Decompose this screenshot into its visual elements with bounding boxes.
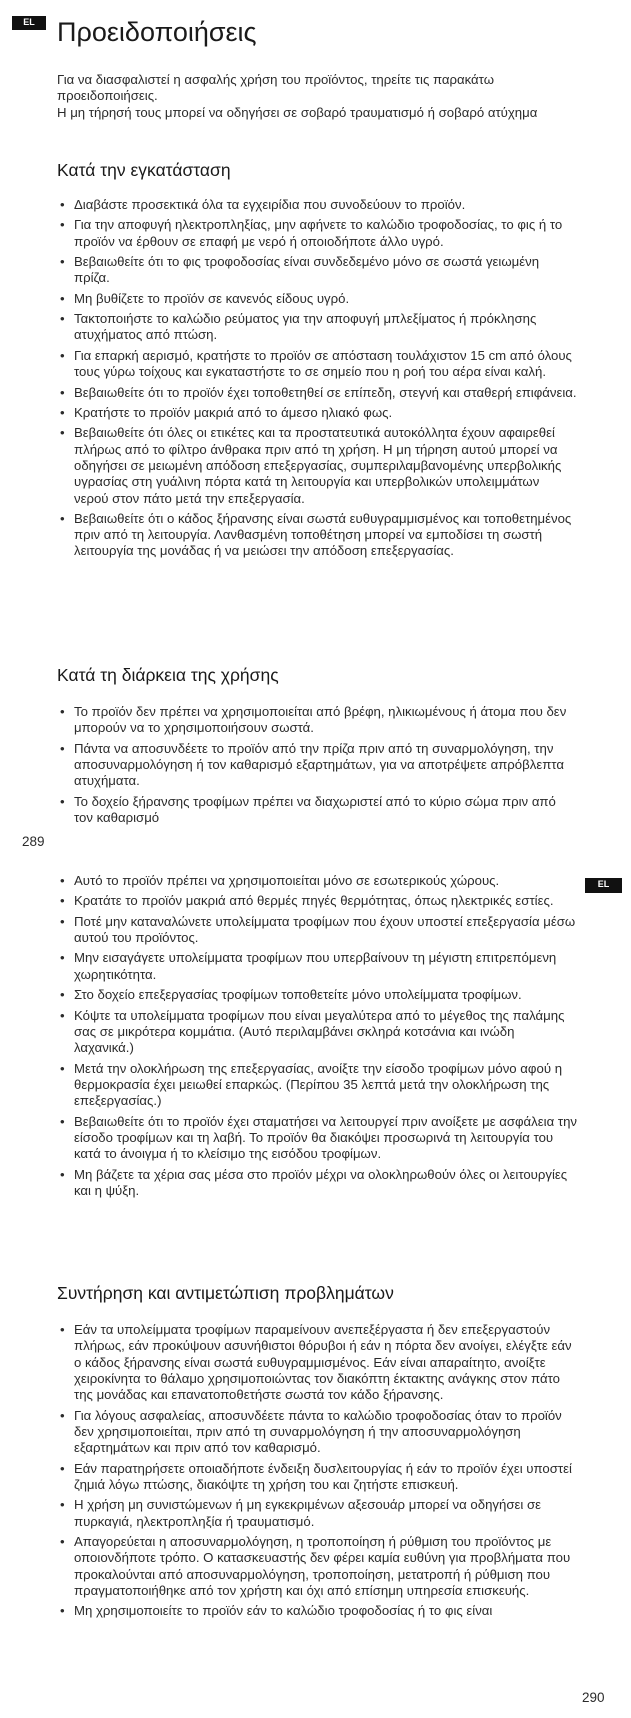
list-item: • Βεβαιωθείτε ότι το προϊόν έχει τοποθετηθεί σε επίπεδη, στεγνή και σταθερή επιφάνεια. <box>57 385 577 401</box>
section-heading-installation: Κατά την εγκατάσταση <box>57 160 231 180</box>
list-item: • Τακτοποιήστε το καλώδιο ρεύματος για την αποφυγή μπλεξίματος ή πρόκλησης ατυχήματος από πτώση. <box>57 311 577 344</box>
intro-paragraph: Για να διασφαλιστεί η ασφαλής χρήση του προϊόντος, τηρείτε τις παρακάτω προειδοποιήσεις. Η μη τήρησή τους μπορεί να οδηγήσει σε σοβαρό τραυματισμό ή σοβαρό ατύχημα <box>57 72 538 120</box>
list-item: • Βεβαιωθείτε ότι το προϊόν έχει σταματήσει να λειτουργεί πριν ανοίξετε με ασφάλεια την είσοδο τροφίμων και τη λαβή. Το προϊόν θα διακόψει προσωρινά τη λειτουργία του κατά το άνοιγμα ή το κλείσιμο της εισόδου τροφίμων. <box>57 1114 577 1163</box>
usage-warnings-list <box>57 704 577 830</box>
list-item: • Ποτέ μην καταναλώνετε υπολείμματα τροφίμων που έχουν υποστεί επεξεργασία μέσω αυτού του προϊόντος. <box>57 914 577 947</box>
list-item: • Κόψτε τα υπολείμματα τροφίμων που είναι μεγαλύτερα από το μέγεθος της παλάμης σας σε μικρότερα κομμάτια. (Αυτό περιλαμβάνει σκληρά κοτσάνια και ινώδη λαχανικά.) <box>57 1008 577 1057</box>
usage-warnings-list-continued <box>57 873 577 1203</box>
section-heading-maintenance: Συντήρηση και αντιμετώπιση προβλημάτων <box>57 1283 394 1303</box>
list-item: • Η χρήση μη συνιστώμενων ή μη εγκεκριμένων αξεσουάρ μπορεί να οδηγήσει σε πυρκαγιά, ηλεκτροπληξία ή τραυματισμό. <box>57 1497 577 1530</box>
list-item: • Εάν παρατηρήσετε οποιαδήποτε ένδειξη δυσλειτουργίας ή εάν το προϊόν έχει υποστεί ζημιά λόγω πτώσης, διακόψτε τη χρήση του και ζητήστε επισκευή. <box>57 1461 577 1494</box>
list-item: • Αυτό το προϊόν πρέπει να χρησιμοποιείται μόνο σε εσωτερικούς χώρους. <box>57 873 577 889</box>
list-item: • Για λόγους ασφαλείας, αποσυνδέετε πάντα το καλώδιο τροφοδοσίας όταν το προϊόν δεν χρησιμοποιείται, πριν από τη συναρμολόγηση ή την αποσυναρμολόγηση εξαρτημάτων και πριν από τον καθαρισμό. <box>57 1408 577 1457</box>
language-badge: EL <box>12 16 46 30</box>
list-item: • Μη χρησιμοποιείτε το προϊόν εάν το καλώδιο τροφοδοσίας ή το φις είναι <box>57 1603 577 1619</box>
list-item: • Κρατάτε το προϊόν μακριά από θερμές πηγές θερμότητας, όπως ηλεκτρικές εστίες. <box>57 893 577 909</box>
list-item: • Το δοχείο ξήρανσης τροφίμων πρέπει να διαχωριστεί από το κύριο σώμα πριν από τον καθαρισμό <box>57 794 577 827</box>
list-item: • Για επαρκή αερισμό, κρατήστε το προϊόν σε απόσταση τουλάχιστον 15 cm από όλους τους γύρω τοίχους και εγκαταστήστε το σε σημείο που η ροή του αέρα είναι καλή. <box>57 348 577 381</box>
list-item: • Μη βυθίζετε το προϊόν σε κανενός είδους υγρό. <box>57 291 577 307</box>
maintenance-warnings-list <box>57 1322 577 1624</box>
list-item: • Μην εισαγάγετε υπολείμματα τροφίμων που υπερβαίνουν τη μέγιστη επιτρεπόμενη χωρητικότητα. <box>57 950 577 983</box>
list-item: • Στο δοχείο επεξεργασίας τροφίμων τοποθετείτε μόνο υπολείμματα τροφίμων. <box>57 987 577 1003</box>
section-heading-usage: Κατά τη διάρκεια της χρήσης <box>57 665 279 685</box>
list-item: • Μετά την ολοκλήρωση της επεξεργασίας, ανοίξτε την είσοδο τροφίμων μόνο αφού η θερμοκρασία έχει μειωθεί επαρκώς. (Περίπου 35 λεπτά μετά την ολοκλήρωση της επεξεργασίας.) <box>57 1061 577 1110</box>
language-badge-side: EL <box>585 878 622 893</box>
list-item: • Διαβάστε προσεκτικά όλα τα εγχειρίδια που συνοδεύουν το προϊόν. <box>57 197 577 213</box>
list-item: • Απαγορεύεται η αποσυναρμολόγηση, η τροποποίηση ή ρύθμιση του προϊόντος με οποιονδήποτε τρόπο. Ο κατασκευαστής δεν φέρει καμία ευθύνη για προβλήματα που προκαλούνται από αποσυναρμολόγηση, τροποποίηση, μετατροπή ή ρύθμιση που πραγματοποιήθηκε από τον χρήστη και όχι από επίσημη υπηρεσία επισκευής. <box>57 1534 577 1599</box>
list-item: • Πάντα να αποσυνδέετε το προϊόν από την πρίζα πριν από τη συναρμολόγηση, την αποσυναρμολόγηση ή τον καθαρισμό εξαρτημάτων, για να αποτρέψετε απρόβλεπτα ατυχήματα. <box>57 741 577 790</box>
list-item: • Το προϊόν δεν πρέπει να χρησιμοποιείται από βρέφη, ηλικιωμένους ή άτομα που δεν μπορούν να το χρησιμοποιήσουν σωστά. <box>57 704 577 737</box>
list-item: • Βεβαιωθείτε ότι όλες οι ετικέτες και τα προστατευτικά αυτοκόλλητα έχουν αφαιρεθεί πλήρως από το φίλτρο άνθρακα πριν από τη χρήση. Η μη τήρηση αυτού μπορεί να οδηγήσει σε μειωμένη απόδοση επεξεργασίας, συμπεριλαμβανομένης υπερβολικής υγρασίας στη γυάλινη πόρτα κατά τη λειτουργία και υπερβολικών υπολειμμάτων νερού στον πάτο μετά την επεξεργασία. <box>57 425 577 506</box>
installation-warnings-list <box>57 197 577 564</box>
page-number-right: 290 <box>582 1690 605 1705</box>
list-item: • Εάν τα υπολείμματα τροφίμων παραμείνουν ανεπεξέργαστα ή δεν επεξεργαστούν πλήρως, εάν προκύψουν ασυνήθιστοι θόρυβοι ή εάν η πόρτα δεν ανοίγει, ελέγξτε εάν ο κάδος ξήρανσης είναι σωστά ευθυγραμμισμένος. Εάν είναι απαραίτητο, ανοίξτε χειροκίνητα το θάλαμο χρησιμοποιώντας τον διακόπτη έκτακτης ανάγκης στον πάτο της μονάδας και επανατοποθετήστε σωστά τον κάδο ξήρανσης. <box>57 1322 577 1403</box>
list-item: • Για την αποφυγή ηλεκτροπληξίας, μην αφήνετε το καλώδιο τροφοδοσίας, το φις ή το προϊόν να έρθουν σε επαφή με νερό ή οποιοδήποτε άλλο υγρό. <box>57 217 577 250</box>
page-title: Προειδοποιήσεις <box>57 17 257 47</box>
page-number-left: 289 <box>22 834 45 849</box>
list-item: • Κρατήστε το προϊόν μακριά από το άμεσο ηλιακό φως. <box>57 405 577 421</box>
list-item: • Μη βάζετε τα χέρια σας μέσα στο προϊόν μέχρι να ολοκληρωθούν όλες οι λειτουργίες και η ψύξη. <box>57 1167 577 1200</box>
list-item: • Βεβαιωθείτε ότι το φις τροφοδοσίας είναι συνδεδεμένο μόνο σε σωστά γειωμένη πρίζα. <box>57 254 577 287</box>
list-item: • Βεβαιωθείτε ότι ο κάδος ξήρανσης είναι σωστά ευθυγραμμισμένος και τοποθετημένος πριν από τη λειτουργία. Λανθασμένη τοποθέτηση μπορεί να εμποδίσει τη σωστή λειτουργία της μονάδας ή να μειώσει την απόδοση επεξεργασίας. <box>57 511 577 560</box>
